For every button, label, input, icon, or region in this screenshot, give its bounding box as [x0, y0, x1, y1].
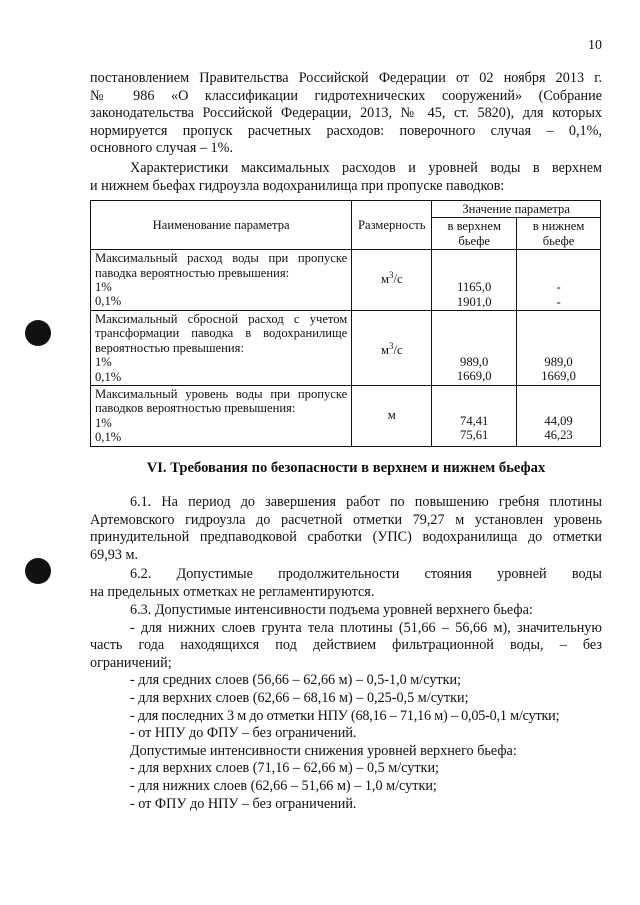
paragraph-6-3 — [90, 602, 602, 813]
header-lower: в нижнем бьефе — [517, 218, 601, 250]
intro-paragraph — [90, 70, 602, 158]
parameters-table — [90, 200, 601, 447]
page-number: 10 — [588, 38, 602, 53]
paragraph-6-2 — [90, 566, 602, 601]
row-label: Максимальный расход воды при пропуске паводка вероятностью превышения: — [95, 251, 348, 280]
text-line: и нижнем бьефах гидроузла водохранилища при пропуске паводков: — [90, 177, 505, 194]
section-heading: VI. Требования по безопасности в верхнем и нижнем бьефах — [146, 460, 546, 476]
probability-label: 1% — [95, 280, 112, 295]
text-line: ограничений; — [90, 654, 172, 671]
row-label: Максимальный сбросной расход с учетом трансформации паводка в водохранилище вероятностью превышения: — [95, 312, 348, 355]
header-upper: в верхнем бьефе — [432, 218, 517, 250]
text-line: № 986 «О классификации гидротехнических сооружений» (Собрание — [90, 87, 602, 104]
lower-value-cell: 989,0 1669,0 — [517, 311, 601, 386]
lower-value-cell: - - — [517, 250, 601, 311]
probability-label: 0,1% — [95, 430, 122, 445]
punch-hole — [25, 558, 51, 584]
lower-value-cell: 44,09 46,23 — [517, 386, 601, 447]
header-param: Наименование параметра — [91, 201, 352, 250]
text-line: Артемовского гидроузла до расчетной отметки 79,27 м установлен уровень — [90, 511, 602, 528]
header-value-group: Значение параметра — [432, 201, 601, 218]
text-line: 6.2. Допустимые продолжительности стояния уровней воды — [130, 566, 602, 582]
text-line: 6.3. Допустимые интенсивности подъема уровней верхнего бьефа: — [130, 602, 533, 618]
punch-hole — [25, 320, 51, 346]
header-unit: Размерность — [352, 201, 432, 250]
text-line: часть года находящихся под действием фильтрационной воды, – без — [90, 637, 602, 654]
unit-cell: $м^3/с$ — [352, 250, 432, 311]
list-item: - от НПУ до ФПУ – без ограничений. — [130, 725, 357, 742]
unit-cell: $м^3/с$ — [352, 311, 432, 386]
table-row — [91, 311, 601, 386]
text-line: 69,93 м. — [90, 546, 138, 563]
text-line: 6.1. На период до завершения работ по повышению гребня плотины — [130, 494, 602, 510]
list-item: - для верхних слоев (71,16 – 62,66 м) – 0,5 м/сутки; — [130, 760, 439, 777]
table-caption — [90, 160, 602, 195]
upper-value-cell: 989,0 1669,0 — [432, 311, 517, 386]
upper-value-cell: 1165,0 1901,0 — [432, 250, 517, 311]
text-line: Характеристики максимальных расходов и уровней воды в верхнем — [130, 160, 602, 176]
text-line: нормируется пропуск расчетных расходов: поверочного случая – 0,1%, — [90, 122, 602, 139]
probability-label: 0,1% — [95, 294, 122, 309]
list-item: - для нижних слоев (62,66 – 51,66 м) – 1,0 м/сутки; — [130, 777, 437, 794]
text-line: основного случая – 1%. — [90, 140, 233, 157]
list-item: - для средних слоев (56,66 – 62,66 м) – 0,5-1,0 м/сутки; — [130, 672, 462, 689]
table-row — [91, 250, 601, 311]
list-item: - для верхних слоев (62,66 – 68,16 м) – 0,25-0,5 м/сутки; — [130, 689, 469, 706]
row-label: Максимальный уровень воды при пропуске паводков вероятностью превышения: — [95, 387, 348, 416]
table-row — [91, 386, 601, 447]
text-line: законодательства Российской Федерации, 2013, № 45, ст. 5820), для которых — [90, 105, 602, 122]
probability-label: 0,1% — [95, 369, 122, 384]
text-line: принудительной предпаводковой сработки (УПС) водохранилища до отметки — [90, 529, 602, 546]
list-item: - для последних 3 м до отметки НПУ (68,16 – 71,16 м) – 0,05-0,1 м/сутки; — [130, 707, 560, 724]
probability-label: 1% — [95, 415, 112, 430]
unit-cell: м — [352, 386, 432, 447]
probability-label: 1% — [95, 355, 112, 370]
text-line: Допустимые интенсивности снижения уровней верхнего бьефа: — [130, 742, 517, 759]
text-line: постановлением Правительства Российской Федерации от 02 ноября 2013 г. — [90, 70, 602, 86]
text-line: на предельных отметках не регламентируются. — [90, 583, 375, 600]
list-item: - от ФПУ до НПУ – без ограничений. — [130, 795, 357, 812]
upper-value-cell: 74,41 75,61 — [432, 386, 517, 447]
list-item: - для нижних слоев грунта тела плотины (51,66 – 56,66 м), значительную — [130, 619, 602, 636]
paragraph-6-1 — [90, 494, 602, 564]
